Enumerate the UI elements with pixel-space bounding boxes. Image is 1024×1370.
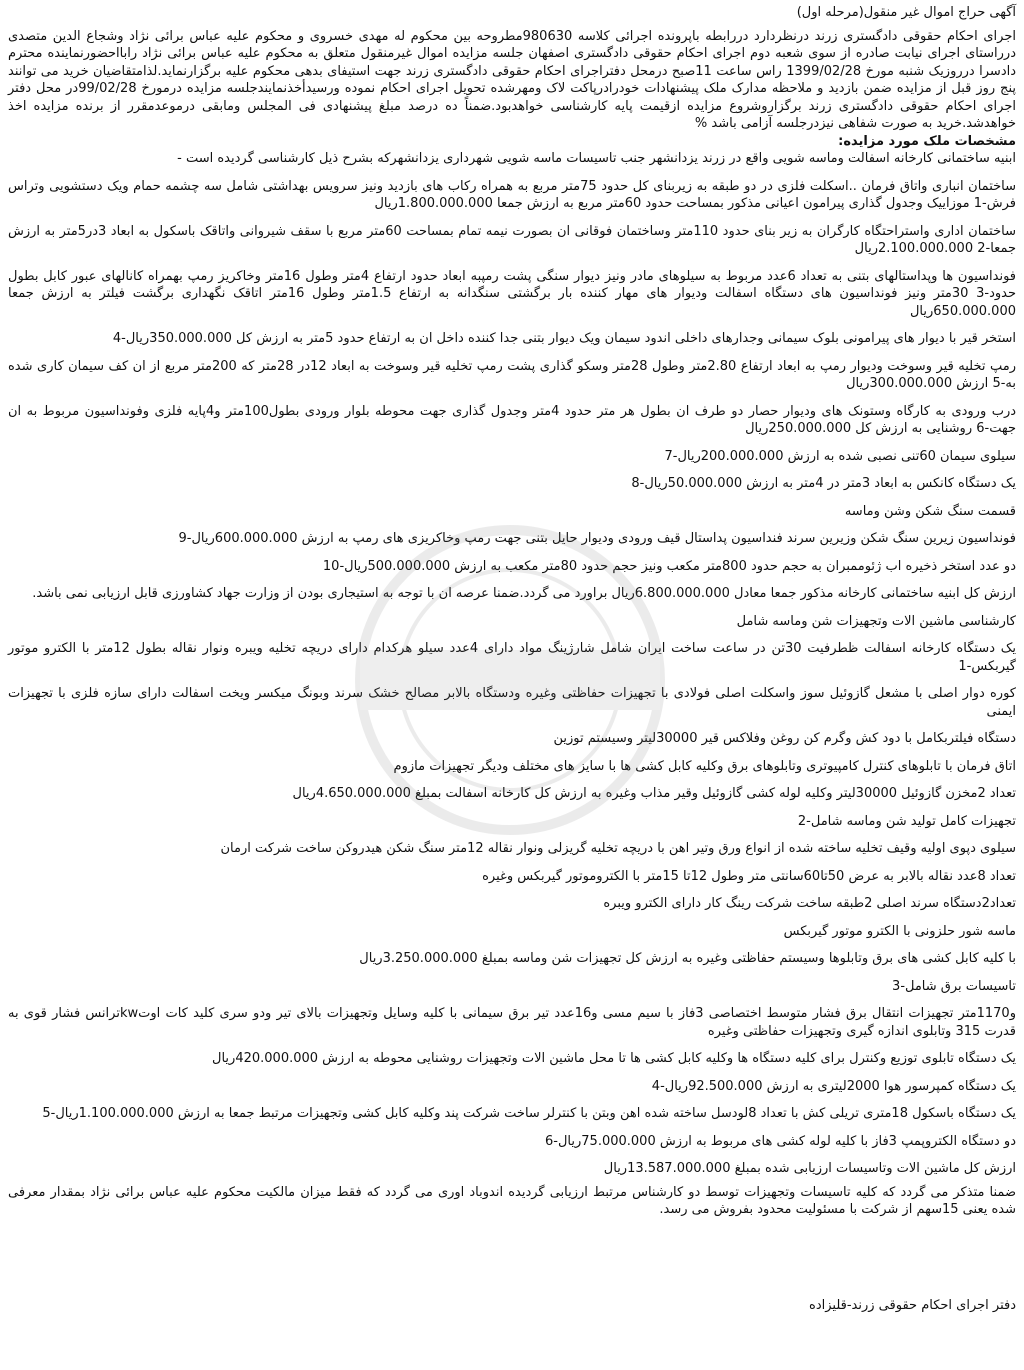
item-b-10: دو عدد استخر ذخیره اب ژئوممبران به حجم حدود 800متر مکعب ونیز حجم حدود 80متر مکعب به ارزش 500.000.000ریال-10 [322,558,1016,574]
section-b-title: قسمت سنگ شکن وشن وماسه [844,503,1016,519]
item-a-1: ساختمان انباری واتاق فرمان ..اسکلت فلزی در دو طبقه به زیربنای کل حدود 75متر مربع به همراه رکاب های بازدید ونیز سرویس بهداشتی شامل سه چشمه حمام ویک دستشویی وتراس فرش-1 موزاییک وجدول گذاری پیرامون اعیانی مذکور بمساحت حدود 60متر مربع به ارزش جمعا 1.800.000.000ریال [8,178,1017,211]
item-e-4: یک دستگاه باسکول 18متری تریلی کش با تعداد 8لودسل ساخته شده اهن وبتن با کنترلر ساخت شرکت پند وکلیه کابل کشی وتجهیزات مرتبط جمعا به ارزش 1.100.000.000ریال-5 [42,1106,1016,1121]
item-a-8: یک دستگاه کانکس به ابعاد 3متر در 4متر به ارزش 50.000.000ریال-8 [631,476,1016,491]
item-c-1: یک دستگاه کارخانه اسفالت ظطرفیت 30تن در ساعت ساخت ایران شامل شارژینگ مواد دارای 4عدد سیلو هرکدام دارای دریچه تخلیه ویبره ونوار نقاله بطول 12متر با الکترو موتور گیربکس-1 [8,641,1016,674]
property-heading: مشخصات ملک مورد مزایده: [838,133,1016,149]
valuation-note: ارزش کل ابنیه ساختمانی کارخانه مذکور جمعا معادل 6.800.000.000ریال براورد می گردد.ضمنا عرصه ان با توجه به استیجاری بودن از وزارت جهاد کشاورزی قابل ارزیابی نمی باشد. [32,586,1016,601]
item-c-3: دستگاه فیلتربکامل با دود کش وگرم کن روغن وفلاکس قیر 30000لیتر وسیستم توزین [553,731,1016,746]
property-description: ابنیه ساختمانی کارخانه اسفالت وماسه شویی واقع در زرند یزدانشهر جنب تاسیسات ماسه شویی شهرداری یزدانشهرکه بشرح ذیل کارشناسی گردیده است - [177,151,1016,166]
item-e-3: یک دستگاه کمپرسور هوا 2000لیتری به ارزش 92.500.000ریال-4 [651,1078,1016,1094]
item-a-4: استخر قیر با دیوار های پیرامونی بلوک سیمانی وجدارهای داخلی اندود سیمان ویک دیوار بتنی جدا کننده داخل ان به ارتفاع حدود 5متر به ارزش کل 350.000.000ریال-4 [112,331,1016,346]
section-e-title: تاسیسات برق شامل-3 [892,978,1016,994]
item-d-2: تعداد 8عدد نقاله بالابر به عرض 50تا60سانتی متر وطول 12تا 15متر با الکتروموتور گیربکس وغیره [482,868,1016,884]
issuer-signature: دفتر اجرای احکام حقوقی زرند-قلیزاده [809,1297,1016,1313]
notice-title: آگهی حراج اموال غیر منقول(مرحله اول) [796,5,1016,20]
item-a-3: فونداسیون ها وپداستالهای بتنی به تعداد 6عدد مربوط به سیلوهای مادر ونیز دیوار سنگی پشت رمپبه ابعاد حدود ارتفاع 4متر وطول 16متر وخاکریز رمپ بهمراه کانالهای عبور کابل بطول حدود-3 30متر ونیز فونداسیون های دستگاه اسفالت ودیوار های مهار کننده بار برگشتی سنگدانه به ارتفاع 1.5متر وطول 16متر اتاقک نگهداری برگشت فیلتر به ارزش جمعا 650.000.000ریال [8,268,1017,319]
closing-paragraph: ضمنا متذکر می گردد که کلیه تاسیسات وتجهیزات توسط دو کارشناس مرتبط ارزیابی گردیده اندوباد اوری می گردد که فقط میزان مالکیت محکوم علیه عباس برائی نژاد بمقدار معرفی شده یعنی 15سهم از شرکت با مسئولیت محدود بفروش می رسد. [8,1184,1016,1217]
item-c-2: کوره دوار اصلی با مشعل گازوئیل سوز واسکلت اصلی فولادی با تجهیزات حفاظتی وغیره ودستگاه بالابر مصالح خشک سرند وبونگ میکسر ویخت اسفالت دارای سازه فلزی با تجهیزات ایمنی [8,686,1016,719]
item-d-3: تعداد2دستگاه سرند اصلی 2طبقه ساخت شرکت رینگ کار دارای الکترو ویبره [603,896,1016,911]
item-a-5: رمپ تخلیه قیر وسوخت ودیوار رمپ به ابعاد ارتفاع 2.80متر وطول 28متر وسکو گذاری پشت رمپ تخلیه قیر وسوخت به ابعاد 12در 28متر که 200متر مربع از ان کف سیمان کاری شده به-5 ارزش 300.000.000ریال [8,358,1017,391]
item-d-1: سیلوی دپوی اولیه وقیف تخلیه ساخته شده از انواع ورق وتیر اهن با دریچه تخلیه گریزلی ونوار نقاله 12متر سنگ شکن هیدروکن ساخت شرکت ارمان [220,841,1016,856]
item-d-5: با کلیه کابل کشی های برق وتابلوها وسیستم حفاظتی وغیره به ارزش کل تجهیزات شن وماسه بمبلغ 3.250.000.000ریال [359,951,1016,966]
intro-paragraph: اجرای احکام حقوقی دادگستری زرند درنظردارد دررابطه باپرونده اجرائی کلاسه 980630مطروحه بین محکوم له مهدی خسروی و محکوم علیه عباس برائی نژاد وشجاع الدین متصدی درراستای اجرای نیابت صادره از سوی شعبه دوم اجرای احکام حقوقی دادگستری اصفهان جلسه مزایده اموال غیرمنقول متعلق به محکوم علیه عباس برائی نژاد رابااحضورنماینده محترم دادسرا درروزیک شنبه مورخ 1399/02/28 راس ساعت 11صبح درمحل دفتراجرای احکام حقوقی دادگستری زرند جهت استیفای بدهی محکوم علیه برگزارنماید.لذامتقاضیان خرید می توانند پنج روز قبل از مزایده ضمن بازدید و ملاحظه مدارک ملک پیشنهادات خودرادرپاکت لاک ومهرشده تحویل اجرای احکام نموده ورسیدأخذنمایندجلسه مزایده درمورخ 99/02/28در محل دفتر اجرای احکام حقوقی دادگستری زرند برگزاروشروع مزایده ازقیمت پایه کارشناسی خواهدبود.ضمناً ده درصد مبلغ پیشنهادی فی المجلس ومابقی درموعدمقرر از برنده مزایده اخذ خواهدشد.خرید به صورت شفاهی نیزدرجلسه آزامی باشد % [8,28,1017,131]
item-e-2: یک دستگاه تابلوی توزیع وکنترل برای کلیه دستگاه ها وکلیه کابل کشی ها تا محل ماشین الات وتجهیزات روشنایی محوطه به ارزش 420.000.000ریال [212,1051,1016,1066]
item-e-1: و1170متر تجهیزات انتقال برق فشار متوسط اختصاصی 3فاز با سیم مسی و16عدد تیر برق سیمانی با کلیه وسایل وتجهیزات بالای تیر ودو سری کلید کات اوتkwترانس فشار قوی به قدرت 315 وتابلوی اندازه گیری وتجهیزات حفاظتی وغیره [8,1006,1016,1039]
item-b-9: فونداسیون زیرین سنگ شکن وزیرین سرند فنداسیون پداستال قیف ورودی ودیوار حایل بتنی جهت رمپ وخاکریزی های رمپ به ارزش 600.000.000ریال-9 [178,531,1016,546]
item-e-5: دو دستگاه الکتروپمپ 3فاز با کلیه لوله کشی های مربوط به ارزش 75.000.000ریال-6 [545,1133,1016,1149]
section-d-title: تجهیزات کامل تولید شن وماسه شامل-2 [797,813,1016,829]
item-e-6: ارزش کل ماشین الات وتاسیسات ارزیابی شده بمبلغ 13.587.000.000ریال [603,1161,1016,1176]
item-a-7: سیلوی سیمان 60تنی نصبی شده به ارزش 200.000.000ریال-7 [664,448,1016,464]
item-c-5: تعداد 2مخزن گازوئیل 30000لیتر وکلیه لوله کشی گازوئیل وقیر مذاب وغیره به ارزش کل کارخانه اسفالت بمبلغ 4.650.000.000ریال [292,786,1016,801]
item-c-4: اتاق فرمان با تابلوهای کنترل کامپیوتری وتابلوهای برق وکلیه کابل کشی ها با سایز های مختلف ودیگر تجهیزات مازوم [393,758,1016,774]
item-d-4: ماسه شور حلزونی با الکترو موتور گیربکس [783,923,1016,939]
item-a-2: ساختمان اداری واستراحتگاه کارگران به زیر بنای حدود 110متر وساختمان فوقانی ان بصورت نیمه تمام بمساحت 60متر مربع با سقف شیروانی واتاقک باسکول به ابعاد 3در5متر به ارزش جمعا-2 2.100.000.000ریال [8,223,1016,256]
item-a-6: درب ورودی به کارگاه وستونک های ودیوار حصار دو طرف ان بطول هر متر حدود 4متر وجدول گذاری جهت محوطه بلوار ورودی بطول100متر و4پایه فلزی وفونداسیون مربوط به ان جهت-6 روشنایی به ارزش کل 250.000.000ریال [8,403,1017,436]
machinery-heading: کارشناسی ماشین الات وتجهیزات شن وماسه شامل [736,613,1016,629]
